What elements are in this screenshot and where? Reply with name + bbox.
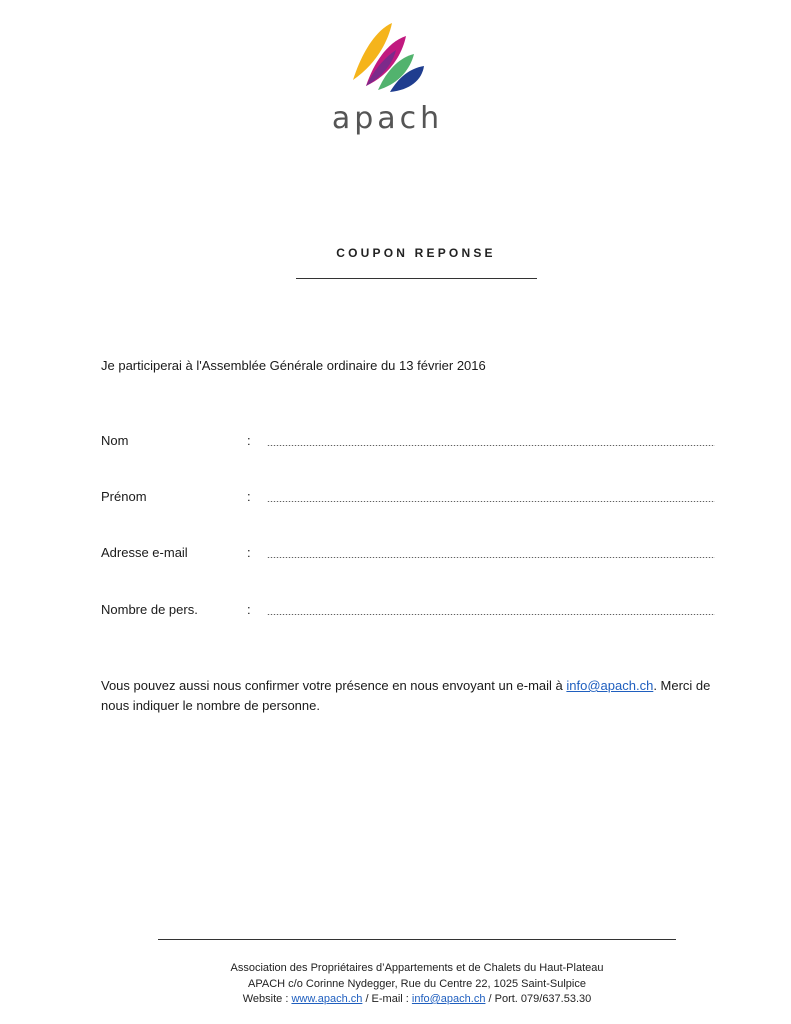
note-text-after: . Merci de nous indiquer le nombre de personne. xyxy=(101,678,711,713)
field-label-nombre-pers: Nombre de pers. xyxy=(101,602,198,617)
footer-phone: / Port. 079/637.53.30 xyxy=(485,993,592,1005)
form-field-email xyxy=(101,545,717,563)
field-label-email: Adresse e-mail xyxy=(101,545,188,560)
logo-text: apach xyxy=(331,101,444,136)
form-field-nombre-pers xyxy=(101,602,717,620)
note-email-link[interactable]: info@apach.ch xyxy=(566,678,654,693)
title-underline xyxy=(296,278,537,279)
note-text-before: Vous pouvez aussi nous confirmer votre présence en nous envoyant un e-mail à xyxy=(101,678,567,693)
page-title: COUPON REPONSE xyxy=(336,246,496,260)
footer-address: APACH c/o Corinne Nydegger, Rue du Centre 22, 1025 Saint-Sulpice xyxy=(248,977,586,990)
form-field-prenom xyxy=(101,489,717,507)
apach-logo xyxy=(330,20,445,136)
logo-petals-icon xyxy=(350,20,430,102)
intro-text: Je participerai à l'Assemblée Générale ordinaire du 13 février 2016 xyxy=(101,358,486,373)
footer-email-label: / E-mail : xyxy=(362,993,412,1005)
field-label-nom: Nom xyxy=(101,433,129,448)
footer-divider xyxy=(158,939,676,940)
field-colon: : xyxy=(247,545,251,560)
footer-contact-line xyxy=(158,992,676,1008)
confirmation-note xyxy=(101,676,721,715)
field-dotted-line-email[interactable] xyxy=(267,557,715,558)
field-dotted-line-nom[interactable] xyxy=(267,445,715,446)
form-field-nom xyxy=(101,433,717,451)
field-label-prenom: Prénom xyxy=(101,489,147,504)
footer-website-label: Website : xyxy=(242,993,292,1005)
field-dotted-line-nombre-pers[interactable] xyxy=(267,614,715,615)
footer-association-name: Association des Propriétaires d’Appartements et de Chalets du Haut-Plateau xyxy=(230,962,604,974)
field-colon: : xyxy=(247,433,251,448)
field-dotted-line-prenom[interactable] xyxy=(267,501,715,502)
footer-website-link[interactable]: www.apach.ch xyxy=(291,993,363,1005)
field-colon: : xyxy=(247,602,251,617)
footer-email-link[interactable]: info@apach.ch xyxy=(411,993,486,1005)
field-colon: : xyxy=(247,489,251,504)
footer xyxy=(158,961,676,1008)
